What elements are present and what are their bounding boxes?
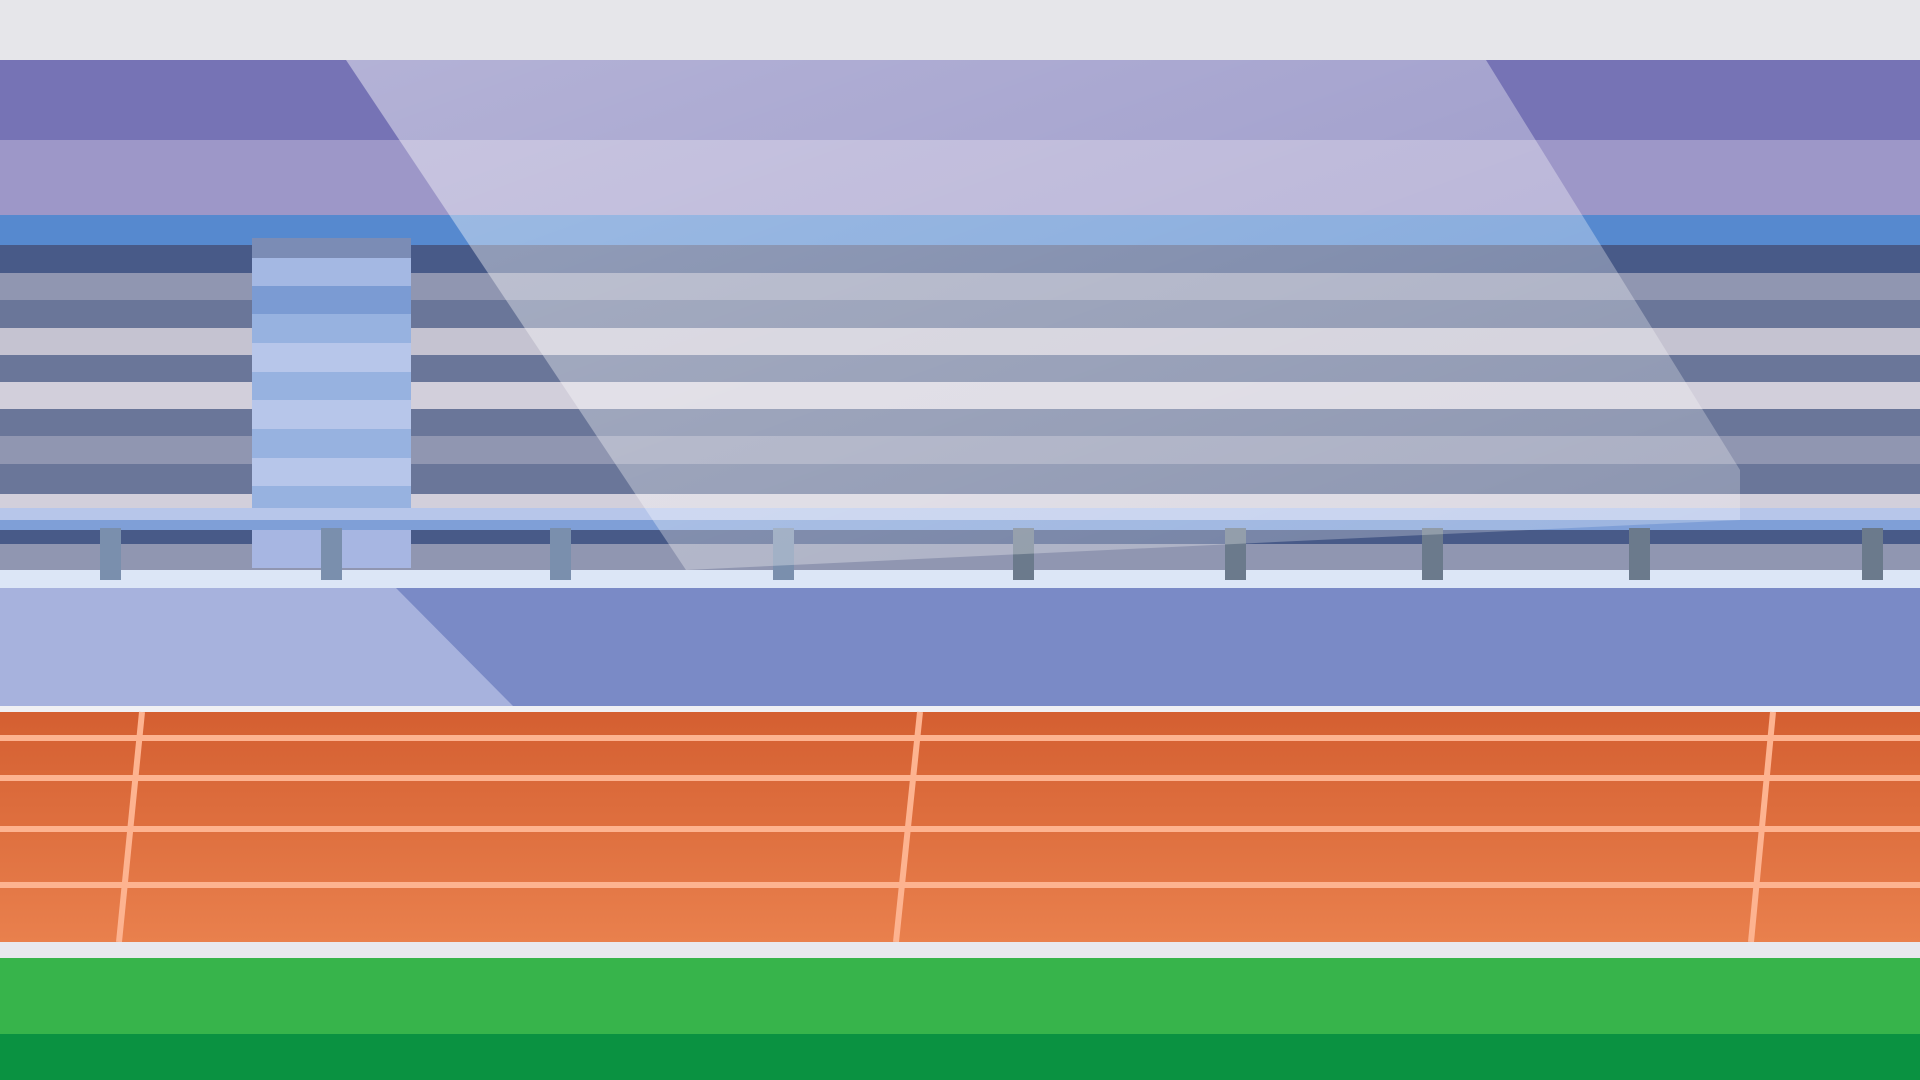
track-edge-top xyxy=(0,706,1920,712)
track-edge-bottom xyxy=(0,942,1920,958)
stair-step xyxy=(252,258,411,286)
grass-light xyxy=(0,958,1920,1034)
stair-step xyxy=(252,314,411,343)
railing-post xyxy=(1629,528,1650,580)
stair-step xyxy=(252,429,411,458)
stair-step xyxy=(252,286,411,314)
stair-step xyxy=(252,372,411,400)
grass-dark xyxy=(0,1034,1920,1080)
railing-post xyxy=(1422,528,1443,580)
railing-post xyxy=(550,528,571,580)
railing-post xyxy=(100,528,121,580)
railing-post xyxy=(1862,528,1883,580)
stair-step xyxy=(252,400,411,429)
stair-step xyxy=(252,238,411,258)
railing-post xyxy=(321,528,342,580)
sky-band xyxy=(0,0,1920,60)
stair-step xyxy=(252,343,411,372)
stair-step xyxy=(252,486,411,508)
stair-step xyxy=(252,458,411,486)
